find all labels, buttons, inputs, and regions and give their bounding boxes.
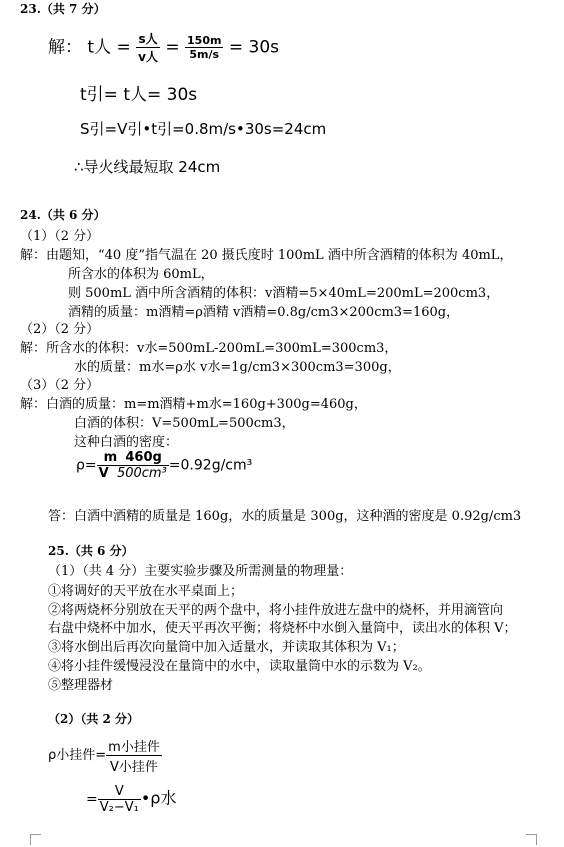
q25-step2-cont: 右盘中烧杯中加水，使天平再次平衡；将烧杯中水倒入量筒中，读出水的体积 V； [48, 621, 517, 636]
fraction-m-over-v-pendant: $\frac{\text{m小挂件}}{\text{V小挂件}}$ [106, 736, 162, 775]
q23-line4: ∴导火线最短取 24cm [74, 158, 221, 176]
q24-header: 24.（共 6 分） [20, 208, 106, 222]
q24-part3: （3）（2 分） [20, 378, 100, 393]
q23-line2: t引= t人= 30s [80, 85, 198, 105]
jie-label: 解： [48, 37, 82, 58]
corner-mark-right [526, 834, 537, 845]
q24-line9: 这种白酒的密度： [74, 435, 179, 450]
q24-line5: 解：所含水的体积：v水=500mL-200mL=300mL=300cm3， [20, 341, 398, 356]
q24-line3: 则 500mL 酒中所含酒精的体积：v酒精=5×40mL=200mL=200cm3， [68, 286, 500, 301]
q25-formula2: = $\frac{V}{\text{V₂−V₁}}$ •ρ水 [86, 784, 177, 815]
q24-part2: （2）（2 分） [20, 322, 100, 337]
q25-part1: （1）（共 4 分）主要实验步骤及所需测量的物理量： [48, 564, 353, 579]
q24-line4: 酒精的质量：m酒精=ρ酒精 v酒精=0.8g/cm3×200cm3=160g， [68, 305, 460, 320]
corner-mark-left [30, 834, 41, 845]
q25-step5: ⑤整理器材 [48, 678, 114, 693]
q25-step2: ②将两烧杯分别放在天平的两个盘中，将小挂件放进左盘中的烧杯，并用滴管向 [48, 603, 504, 618]
q24-answer: 答：白酒中酒精的质量是 160g，水的质量是 300g，这种酒的密度是 0.92g/cm3 [48, 509, 522, 524]
q24-line8: 白酒的体积：V=500mL=500cm3， [74, 416, 295, 431]
q25-formula1: ρ小挂件= $\frac{\text{m小挂件}}{\text{V小挂件}}$ [48, 736, 162, 775]
q23-line3: S引=V引•t引=0.8m/s•30s=24cm [80, 120, 327, 138]
q24-line6: 水的质量：m水=ρ水 v水=1g/cm3×300cm3=300g， [74, 360, 401, 375]
fraction-150-over-5: $\frac{150m}{5m/s}$ [187, 34, 222, 61]
q25-step4: ④将小挂件缓慢浸没在量筒中的水中，读取量筒中水的示数为 V₂。 [48, 659, 431, 674]
fraction-v-over-v2-v1: $\frac{V}{\text{V₂−V₁}}$ [99, 784, 139, 815]
fraction-s-over-v: $\frac{\text{s人}}{\text{v人}}$ [138, 32, 158, 64]
q24-part1: （1）（2 分） [20, 229, 100, 244]
density-formula: ρ= $\frac{m 460g}{\text{V 500cm³}}$ =0.92g/cm³ [76, 450, 253, 481]
t-person: t人 [87, 37, 112, 58]
q23-header: 23.（共 7 分） [20, 2, 106, 16]
fraction-m-over-v: $\frac{m 460g}{\text{V 500cm³}}$ [98, 450, 167, 481]
q24-line2: 所含水的体积为 60mL， [68, 267, 214, 282]
q23-solution-line1: 解： t人 = $\frac{\text{s人}}{\text{v人}}$ = $\frac{150m}{5m/s}$ = 30s [48, 32, 280, 64]
q25-step3: ③将水倒出后再次向量筒中加入适量水，并读取其体积为 V₁； [48, 640, 405, 655]
q25-header: 25.（共 6 分） [48, 544, 134, 558]
q25-step1: ①将调好的天平放在水平桌面上； [48, 584, 244, 599]
q25-part2: （2）（共 2 分） [48, 712, 140, 726]
q24-line7: 解：白酒的质量：m=m酒精+m水=160g+300g=460g， [20, 397, 367, 412]
q24-line1: 解：由题知，“40 度”指气温在 20 摄氏度时 100mL 酒中所含酒精的体积为 40mL， [20, 248, 513, 263]
